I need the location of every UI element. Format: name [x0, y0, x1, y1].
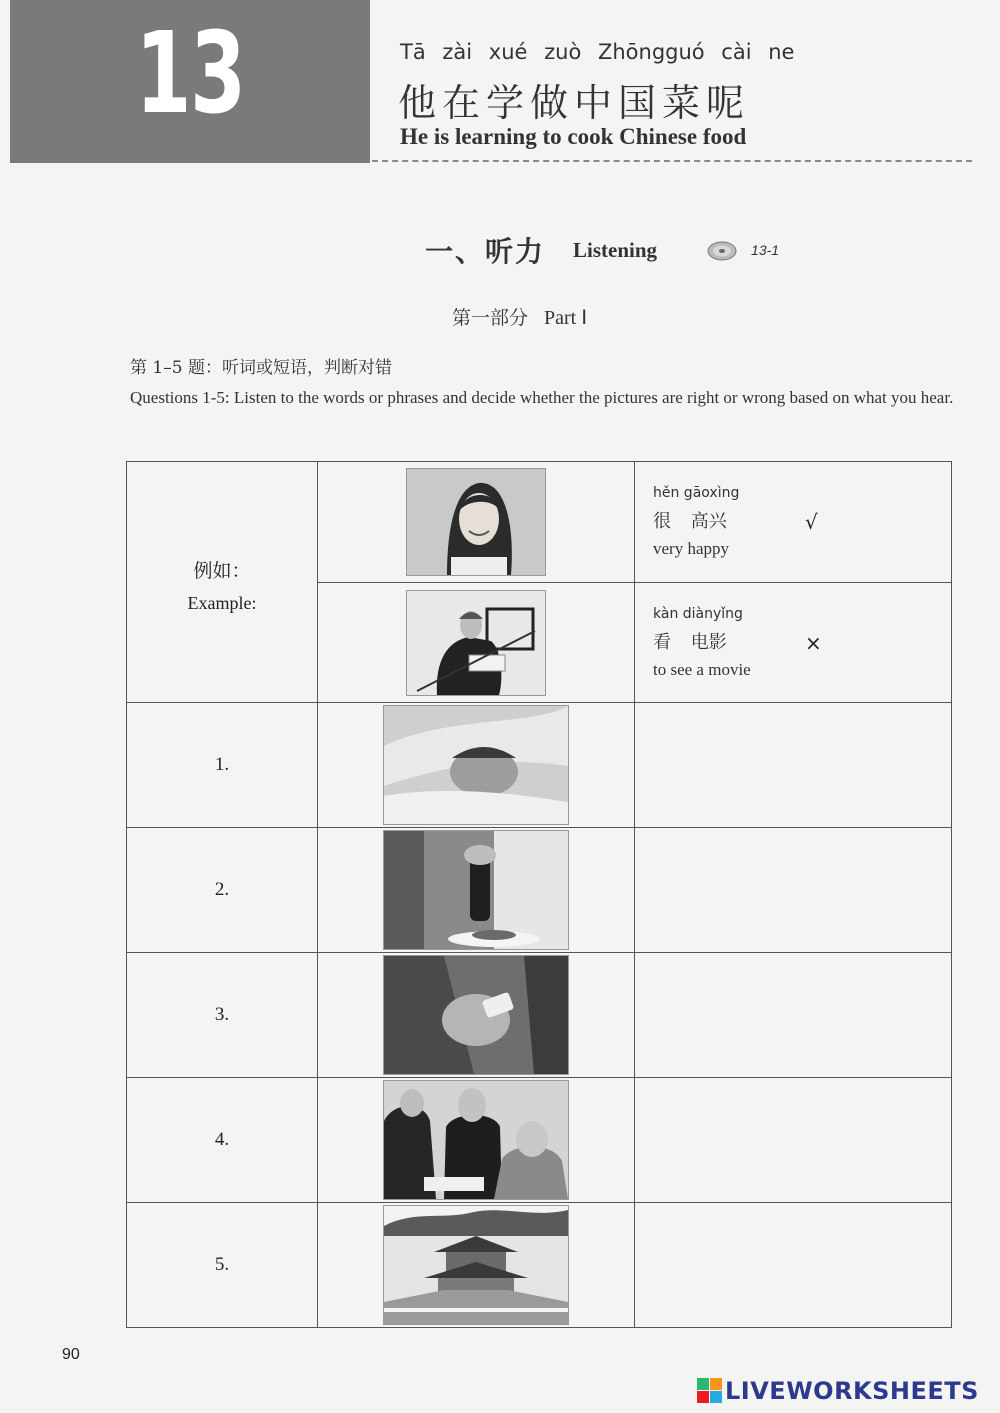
question-row — [127, 1203, 952, 1328]
question-number-cell — [127, 703, 318, 828]
question-number-cell — [127, 953, 318, 1078]
example-answer-cell — [635, 583, 952, 703]
smiling-woman-photo — [406, 468, 546, 576]
question-photo-cell — [318, 703, 635, 828]
answer-english: very happy — [653, 539, 730, 558]
answer-cell[interactable] — [635, 703, 952, 828]
business-meeting-photo — [383, 1080, 569, 1200]
question-photo-cell — [318, 1078, 635, 1203]
question-table — [126, 461, 952, 1328]
liveworksheets-logo-icon — [697, 1378, 723, 1404]
question-number: 4. — [214, 1129, 230, 1150]
question-row — [127, 1078, 952, 1203]
answer-chinese: 看 电影 — [653, 631, 727, 653]
question-photo-cell — [318, 828, 635, 953]
answer-cell[interactable] — [635, 1203, 952, 1328]
businessman-photo — [406, 590, 546, 696]
answer-chinese: 很 高兴 — [653, 511, 727, 532]
instructions-chinese: 第 1–5 题：听词或短语，判断对错 — [130, 358, 392, 378]
audio-track-label: 13-1 — [751, 242, 780, 258]
page-number: 90 — [62, 1346, 80, 1363]
lesson-number: 13 — [135, 9, 245, 139]
title-english: He is learning to cook Chinese food — [400, 124, 747, 149]
answer-pinyin: kàn diànyǐng — [653, 605, 743, 622]
question-row — [127, 953, 952, 1078]
example-photo-cell — [318, 583, 635, 703]
part-label-chinese: 第一部分 — [452, 307, 529, 329]
question-number-cell — [127, 828, 318, 953]
question-number-cell — [127, 1203, 318, 1328]
check-mark: √ — [805, 510, 818, 534]
title-pinyin: Tā zài xué zuò Zhōngguó cài ne — [400, 40, 795, 64]
question-number-cell — [127, 1078, 318, 1203]
chinese-temple-snow-photo — [383, 1205, 569, 1325]
question-photo-cell — [318, 1203, 635, 1328]
title-chinese: 他在学做中国菜呢 — [398, 81, 751, 125]
example-label-chinese: 例如： — [193, 560, 251, 582]
answer-cell[interactable] — [635, 953, 952, 1078]
answer-pinyin: hěn gāoxìng — [653, 485, 740, 501]
example-answer — [635, 606, 951, 680]
question-number: 2. — [214, 879, 230, 900]
answer-english: to see a movie — [653, 659, 751, 679]
answer-cell[interactable] — [635, 828, 952, 953]
question-number: 1. — [214, 754, 230, 775]
question-photo-cell — [318, 953, 635, 1078]
sleeping-man-photo — [383, 705, 569, 825]
header-divider — [372, 160, 972, 162]
section-title-english: Listening — [573, 237, 658, 262]
question-row — [127, 703, 952, 828]
question-row — [127, 828, 952, 953]
section-heading — [425, 230, 779, 270]
watermark-text: LIVEWORKSHEETS — [725, 1377, 979, 1405]
lesson-number-block — [10, 0, 370, 163]
cd-icon[interactable] — [707, 239, 737, 261]
answer-cell[interactable] — [635, 1078, 952, 1203]
question-number: 3. — [214, 1004, 230, 1025]
question-number: 5. — [214, 1254, 230, 1275]
hands-with-phone-photo — [383, 955, 569, 1075]
part-heading — [452, 303, 587, 330]
instructions-english: Questions 1-5: Listen to the words or phrases and decide whether the pictures are right or wrong based on what you hear. — [130, 388, 954, 407]
part-label-english: Part Ⅰ — [544, 307, 588, 329]
example-label-english: Example: — [187, 593, 257, 613]
example-label-cell — [127, 462, 318, 703]
chef-cooking-photo — [383, 830, 569, 950]
example-answer-cell — [635, 462, 952, 583]
example-photo-cell — [318, 462, 635, 583]
example-row — [127, 462, 952, 583]
cross-mark: × — [805, 630, 822, 655]
watermark[interactable] — [697, 1377, 979, 1405]
example-answer — [635, 485, 951, 559]
section-title-chinese: 一、听力 — [425, 235, 546, 268]
